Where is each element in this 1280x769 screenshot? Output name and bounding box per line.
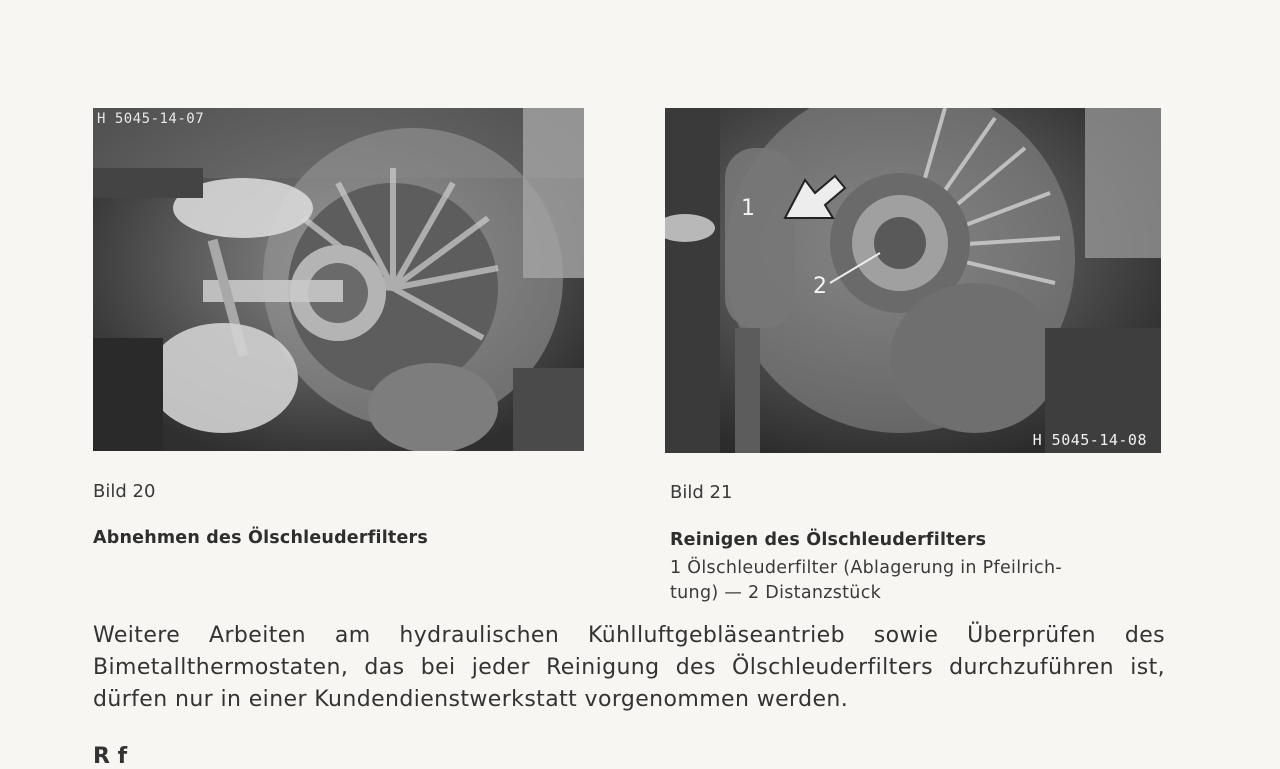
engine-photo-illustration [665,108,1161,453]
figure-20-label: Bild 20 [93,481,156,502]
next-section-heading-partial: R f [93,744,128,769]
figure-21-title: Reinigen des Ölschleuderfilters [670,530,987,550]
figure-21-code: H 5045-14-08 [1032,431,1147,449]
callout-2: 2 [813,274,827,299]
figure-21-photo [665,108,1161,453]
engine-photo-illustration [93,108,584,451]
figure-21-text-line1: 1 Ölschleuderfilter (Ablagerung in Pfeilrich- [670,558,1062,578]
figure-20-title: Abnehmen des Ölschleuderfilters [93,528,428,548]
figure-20-photo [93,108,584,451]
figure-21-label: Bild 21 [670,482,733,503]
body-paragraph: Weitere Arbeiten am hydraulischen Kühlluftgebläseantrieb sowie Überprüfen des Bimetallthermostaten, das bei jeder Reinigung des Ölschleuderfilters durchzuführen ist, dürfen nur in einer Kundendienstwerkstatt vorgenommen werden. [93,623,1165,712]
figure-20-code: H 5045-14-07 [97,111,205,127]
figure-21-text-line2: tung) — 2 Distanzstück [670,583,882,603]
callout-1: 1 [741,196,755,221]
